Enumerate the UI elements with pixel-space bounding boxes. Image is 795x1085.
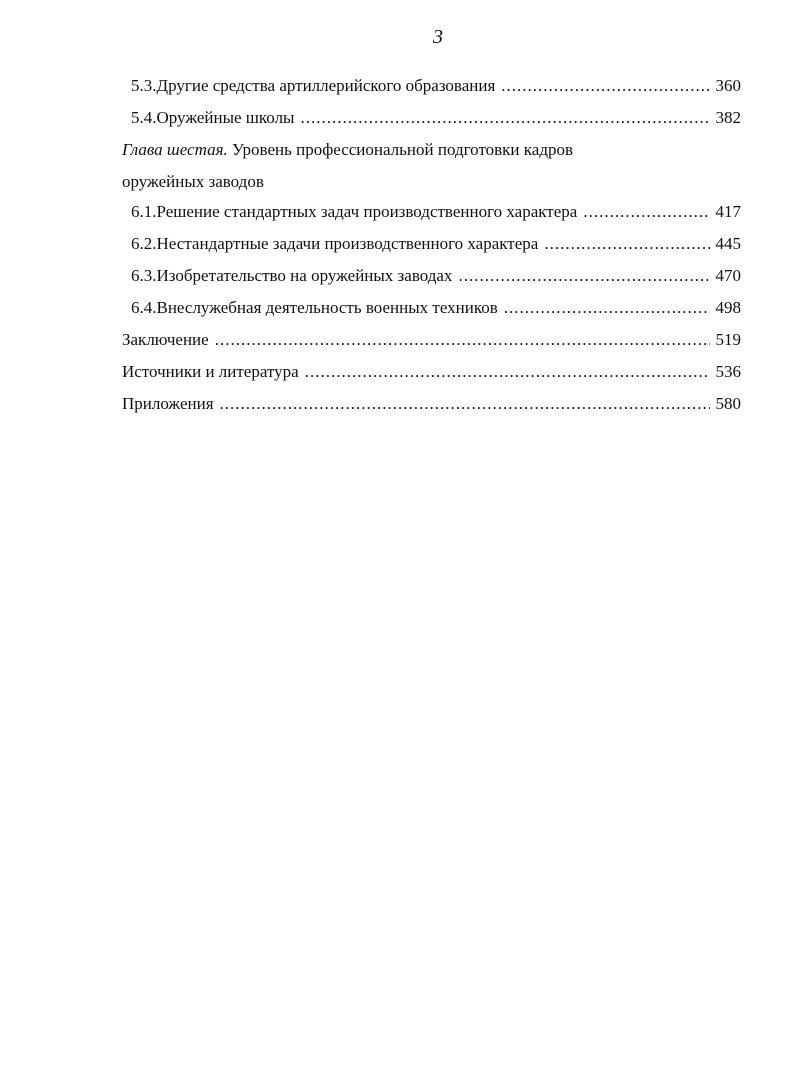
toc-leader-dots <box>544 234 709 254</box>
toc-entry-number: 5.4. <box>131 108 157 127</box>
toc-entry-page: 519 <box>715 330 741 349</box>
toc-entry-title: Другие средства артиллерийского образования <box>156 76 496 95</box>
toc-leader-dots <box>215 330 710 350</box>
toc-entry-title: Источники и литература <box>122 362 299 381</box>
toc-entry-sources <box>122 362 741 386</box>
toc-entry-page: 360 <box>715 76 741 95</box>
toc-entry-number: 5.3. <box>131 76 157 95</box>
toc-leader-dots <box>501 76 709 96</box>
toc-entry-number: 6.4. <box>131 298 157 317</box>
chapter-6-heading <box>122 140 573 160</box>
toc-entry-page: 470 <box>715 266 741 285</box>
toc-entry-title: Изобретательство на оружейных заводах <box>156 266 453 285</box>
toc-leader-dots <box>583 202 709 222</box>
toc-entry-page: 536 <box>715 362 741 381</box>
toc-entry-page: 580 <box>715 394 741 413</box>
chapter-label: Глава шестая. <box>122 140 228 159</box>
chapter-title-line1: Уровень профессиональной подготовки кадров <box>232 140 574 159</box>
toc-entry-title: Заключение <box>122 330 209 349</box>
toc-entry-6-1 <box>131 202 741 226</box>
toc-entry-title: Решение стандартных задач производственного характера <box>156 202 578 221</box>
toc-leader-dots <box>305 362 710 382</box>
toc-leader-dots <box>504 298 710 318</box>
toc-entry-page: 417 <box>715 202 741 221</box>
toc-entry-6-3 <box>131 266 741 290</box>
page-number-mark: 3 <box>433 26 443 48</box>
toc-entry-page: 382 <box>715 108 741 127</box>
toc-entry-title: Внеслужебная деятельность военных техников <box>156 298 498 317</box>
toc-entry-page: 498 <box>715 298 741 317</box>
toc-entry-5-3 <box>131 76 741 100</box>
toc-entry-conclusion <box>122 330 741 354</box>
toc-entry-title: Нестандартные задачи производственного характера <box>156 234 539 253</box>
toc-entry-number: 6.2. <box>131 234 157 253</box>
toc-leader-dots <box>458 266 709 286</box>
toc-leader-dots <box>300 108 709 128</box>
chapter-title-line2: оружейных заводов <box>122 172 264 191</box>
toc-entry-page: 445 <box>715 234 741 253</box>
toc-entry-title: Оружейные школы <box>156 108 295 127</box>
toc-entry-appendices <box>122 394 741 418</box>
toc-entry-6-2 <box>131 234 741 258</box>
toc-entry-number: 6.3. <box>131 266 157 285</box>
chapter-6-heading-continuation <box>122 172 264 192</box>
toc-entry-6-4 <box>131 298 741 322</box>
toc-entry-number: 6.1. <box>131 202 157 221</box>
toc-leader-dots <box>220 394 710 414</box>
toc-entry-title: Приложения <box>122 394 214 413</box>
toc-entry-5-4 <box>131 108 741 132</box>
